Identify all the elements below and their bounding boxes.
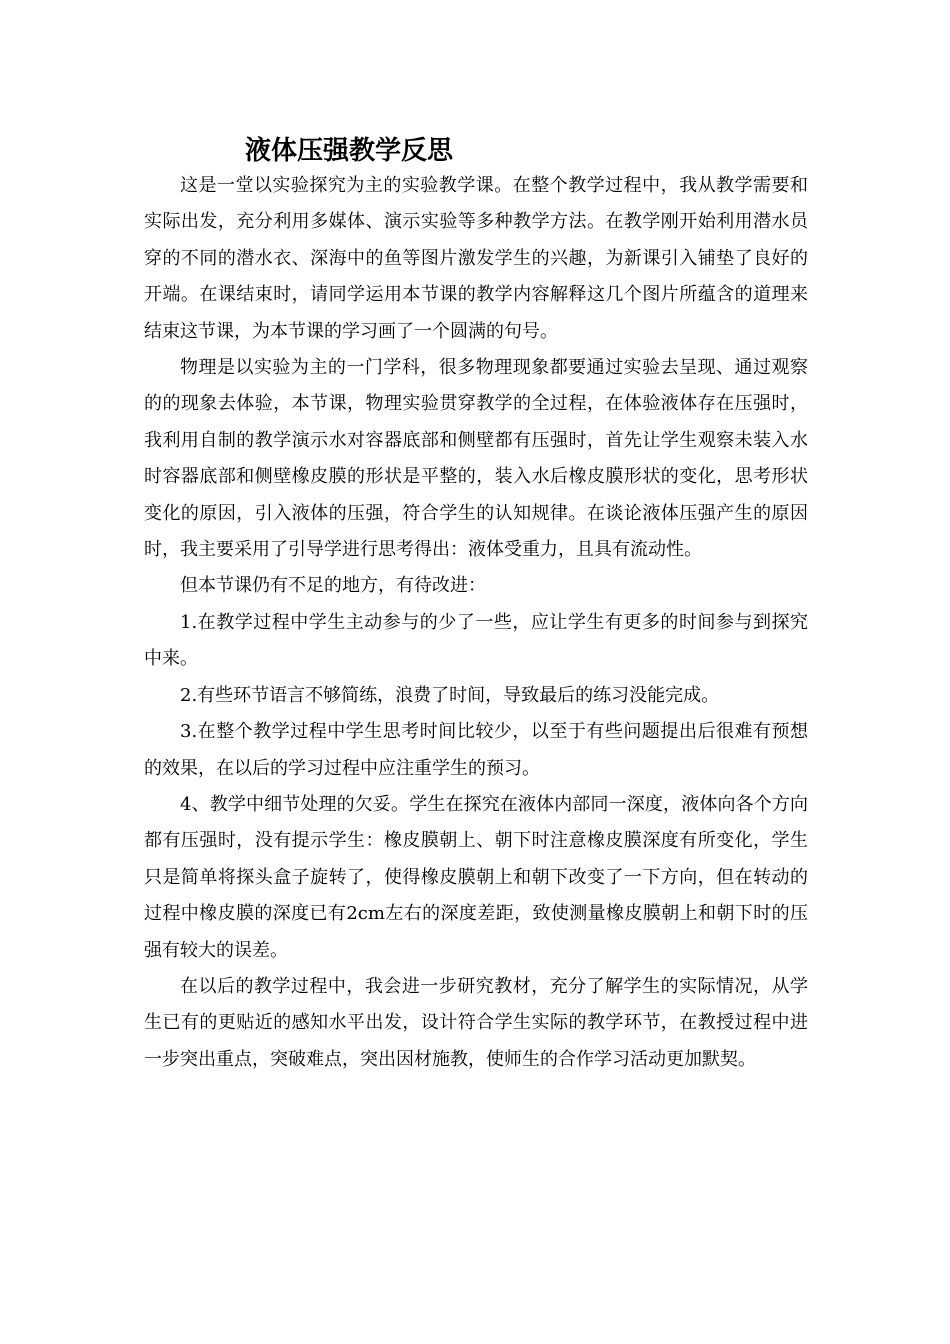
- paragraph-item-4: 4、教学中细节处理的欠妥。学生在探究在液体内部同一深度，液体向各个方向都有压强时，没有提示学生：橡皮膜朝上、朝下时注意橡皮膜深度有所变化，学生只是简单将探头盒子旋转了，使得橡皮膜朝上和朝下改变了一下方向，但在转动的过程中橡皮膜的深度已有2cm左右的深度差距，致使测量橡皮膜朝上和朝下时的压强有较大的误差。: [144, 793, 808, 961]
- paragraph-item-2: 2.有些环节语言不够简练，浪费了时间，导致最后的练习没能完成。: [180, 684, 720, 706]
- paragraph-item-3: 3.在整个教学过程中学生思考时间比较少，以至于有些问题提出后很难有预想的效果，在以后的学习过程中应注重学生的预习。: [144, 721, 808, 779]
- document-body: [144, 168, 808, 1078]
- paragraph-experiment: 物理是以实验为主的一门学科，很多物理现象都要通过实验去呈现、通过观察的的现象去体验，本节课，物理实验贯穿教学的全过程，在体验液体存在压强时，我利用自制的教学演示水对容器底部和侧壁都有压强时，首先让学生观察未装入水时容器底部和侧壁橡皮膜的形状是平整的，装入水后橡皮膜形状的变化，思考形状变化的原因，引入液体的压强，符合学生的认知规律。在谈论液体压强产生的原因时，我主要采用了引导学进行思考得出：液体受重力，且具有流动性。: [144, 357, 808, 561]
- paragraph-conclusion: 在以后的教学过程中，我会进一步研究教材，充分了解学生的实际情况，从学生已有的更贴近的感知水平出发，设计符合学生实际的教学环节，在教授过程中进一步突出重点，突破难点，突出因材施教，使师生的合作学习活动更加默契。: [144, 975, 808, 1070]
- document-title: 液体压强教学反思: [245, 136, 454, 166]
- paragraph-shortcomings: 但本节课仍有不足的地方，有待改进：: [180, 575, 486, 597]
- paragraph-intro: 这是一堂以实验探究为主的实验教学课。在整个教学过程中，我从教学需要和实际出发，充分利用多媒体、演示实验等多种教学方法。在教学刚开始利用潜水员穿的不同的潜水衣、深海中的鱼等图片激发学生的兴趣，为新课引入铺垫了良好的开端。在课结束时，请同学运用本节课的教学内容解释这几个图片所蕴含的道理来结束这节课，为本节课的学习画了一个圆满的句号。: [144, 175, 808, 342]
- paragraph-item-1: 1.在教学过程中学生主动参与的少了一些，应让学生有更多的时间参与到探究中来。: [144, 611, 808, 670]
